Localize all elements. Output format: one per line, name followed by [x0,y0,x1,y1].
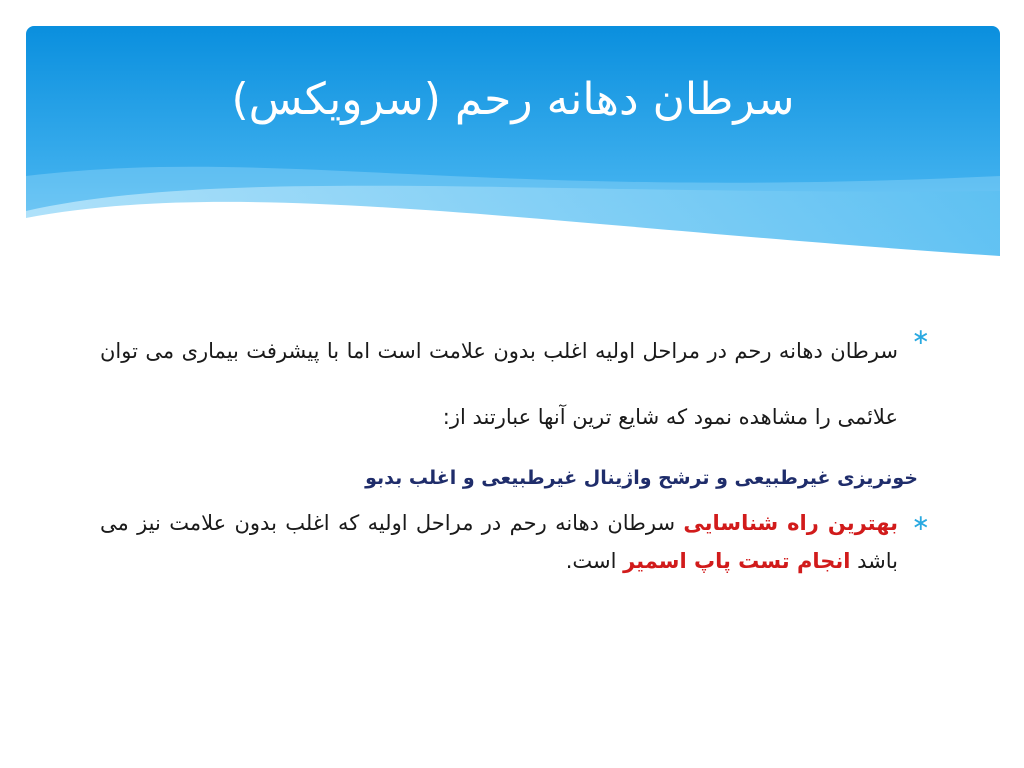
highlight-text: انجام تست پاپ اسمیر [623,549,851,573]
bullet-text: سرطان دهانه رحم در مراحل اولیه اغلب بدون علامت است اما با پیشرفت بیماری می توان علائمی را مشاهده نمود که شایع ترین آنها عبارتند از: [100,339,898,429]
asterisk-bullet-icon: ∗ [911,511,930,536]
body-text: است. [565,549,624,573]
slide-title: سرطان دهانه رحم (سرویکس) [231,74,795,125]
title-banner [26,26,1000,286]
banner-wave-graphic [26,26,1000,286]
bullet-item [100,504,930,580]
symptoms-line: خونریزی غیرطبیعی و ترشح واژینال غیرطبیعی و اغلب بدبو [365,467,918,489]
highlight-text: بهترین راه شناسایی [683,511,898,535]
bullet-item [100,318,930,450]
slide-body [100,318,930,580]
bullet-text [100,504,898,580]
body-text: سرطان دهانه رحم در مراحل اولیه که اغلب بدون علامت نیز می باشد [100,511,898,573]
asterisk-bullet-icon: ∗ [911,325,930,350]
